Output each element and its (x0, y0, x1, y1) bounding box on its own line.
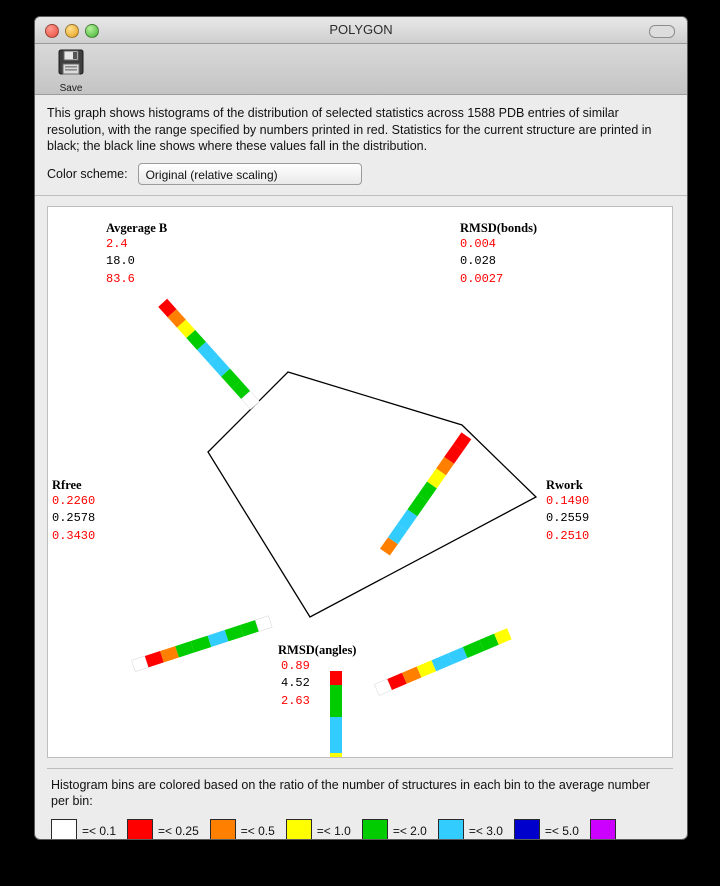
stat-max-rmsd-bonds: 0.0027 (460, 271, 504, 286)
legend-swatch-purple (590, 819, 616, 840)
window-titlebar (35, 17, 687, 44)
stat-block-rmsd-bonds (460, 221, 537, 288)
stat-value-average-b: 18.0 (106, 254, 135, 269)
stat-block-rmsd-angles (278, 643, 356, 710)
legend-item (590, 819, 626, 840)
stat-value-rfree: 0.2578 (52, 511, 96, 526)
stat-block-rwork (546, 478, 589, 545)
stat-label-rmsd-bonds: RMSD(bonds) (460, 220, 538, 235)
color-scheme-row (35, 159, 687, 196)
stat-block-rfree (52, 478, 95, 545)
stat-max-rwork: 0.2510 (546, 528, 590, 543)
legend-description: Histogram bins are colored based on the ratio of the number of structures in each bin to the average number per bin: (51, 777, 650, 809)
legend-caption: =< 2.0 (392, 824, 427, 839)
axis-bar-average-b (158, 299, 259, 410)
stat-label-rmsd-angles: RMSD(angles) (278, 642, 357, 657)
stat-min-rmsd-angles: 0.89 (281, 658, 310, 673)
legend-item (362, 819, 432, 840)
legend-caption: =< 1.0 (316, 824, 351, 839)
stat-value-rwork: 0.2559 (546, 511, 590, 526)
legend-swatch-orange (210, 819, 236, 840)
legend-caption: =< 3.0 (468, 824, 503, 839)
stat-min-rfree: 0.2260 (52, 493, 96, 508)
stat-label-average-b: Avgerage B (106, 220, 168, 235)
stat-max-rfree: 0.3430 (52, 528, 96, 543)
stat-max-average-b: 83.6 (106, 271, 135, 286)
save-button[interactable] (47, 47, 95, 94)
color-scheme-label: Color scheme: (47, 166, 128, 181)
legend-caption: =< 0.25 (158, 824, 199, 839)
stat-min-rwork: 0.1490 (546, 493, 590, 508)
legend-swatch-yellow (286, 819, 312, 840)
legend-caption: =< 0.5 (240, 824, 275, 839)
stat-value-rmsd-angles: 4.52 (281, 676, 310, 691)
color-scheme-select[interactable]: Original (relative scaling) (138, 163, 362, 185)
legend-item (438, 819, 508, 840)
legend-item (514, 819, 584, 840)
legend-swatch-green (362, 819, 388, 840)
axis-bar-rfree (132, 616, 273, 672)
legend-caption: =< 5.0 (544, 824, 579, 839)
stat-label-rfree: Rfree (52, 477, 82, 492)
stat-min-average-b: 2.4 (106, 236, 128, 251)
window-toolbar (35, 44, 687, 95)
legend-item (127, 819, 204, 840)
polygon-outline (208, 372, 536, 617)
legend-swatch-list (47, 819, 673, 840)
legend-item (286, 819, 356, 840)
description-text: This graph shows histograms of the distribution of selected statistics across 1588 PDB entries of similar resolution, with the range specified by numbers printed in red. Statistics for the current structure are printed in black; the black line shows where these values fall in the distribution. (35, 95, 687, 159)
legend-caption: =< 0.1 (82, 824, 117, 839)
polygon-graph-panel (47, 206, 673, 758)
window-title: POLYGON (329, 22, 393, 37)
legend-swatch-blue (514, 819, 540, 840)
stat-value-rmsd-bonds: 0.028 (460, 254, 497, 269)
polygon-window (34, 16, 688, 840)
legend-swatch-white (51, 819, 77, 840)
stat-label-rwork: Rwork (546, 477, 583, 492)
axis-bar-rwork (374, 628, 511, 695)
legend-swatch-cyan (438, 819, 464, 840)
stat-max-rmsd-angles: 2.63 (281, 693, 310, 708)
stat-min-rmsd-bonds: 0.004 (460, 236, 497, 251)
axis-bar-rmsd-bonds (380, 432, 471, 555)
toolbar-toggle-button[interactable] (649, 25, 675, 38)
legend-swatch-red (127, 819, 153, 840)
legend-item (51, 819, 121, 840)
legend-panel (47, 768, 673, 840)
save-button-label: Save (59, 83, 83, 94)
legend-item (210, 819, 280, 840)
floppy-disk-icon (56, 47, 86, 77)
stat-block-average-b (106, 221, 167, 288)
